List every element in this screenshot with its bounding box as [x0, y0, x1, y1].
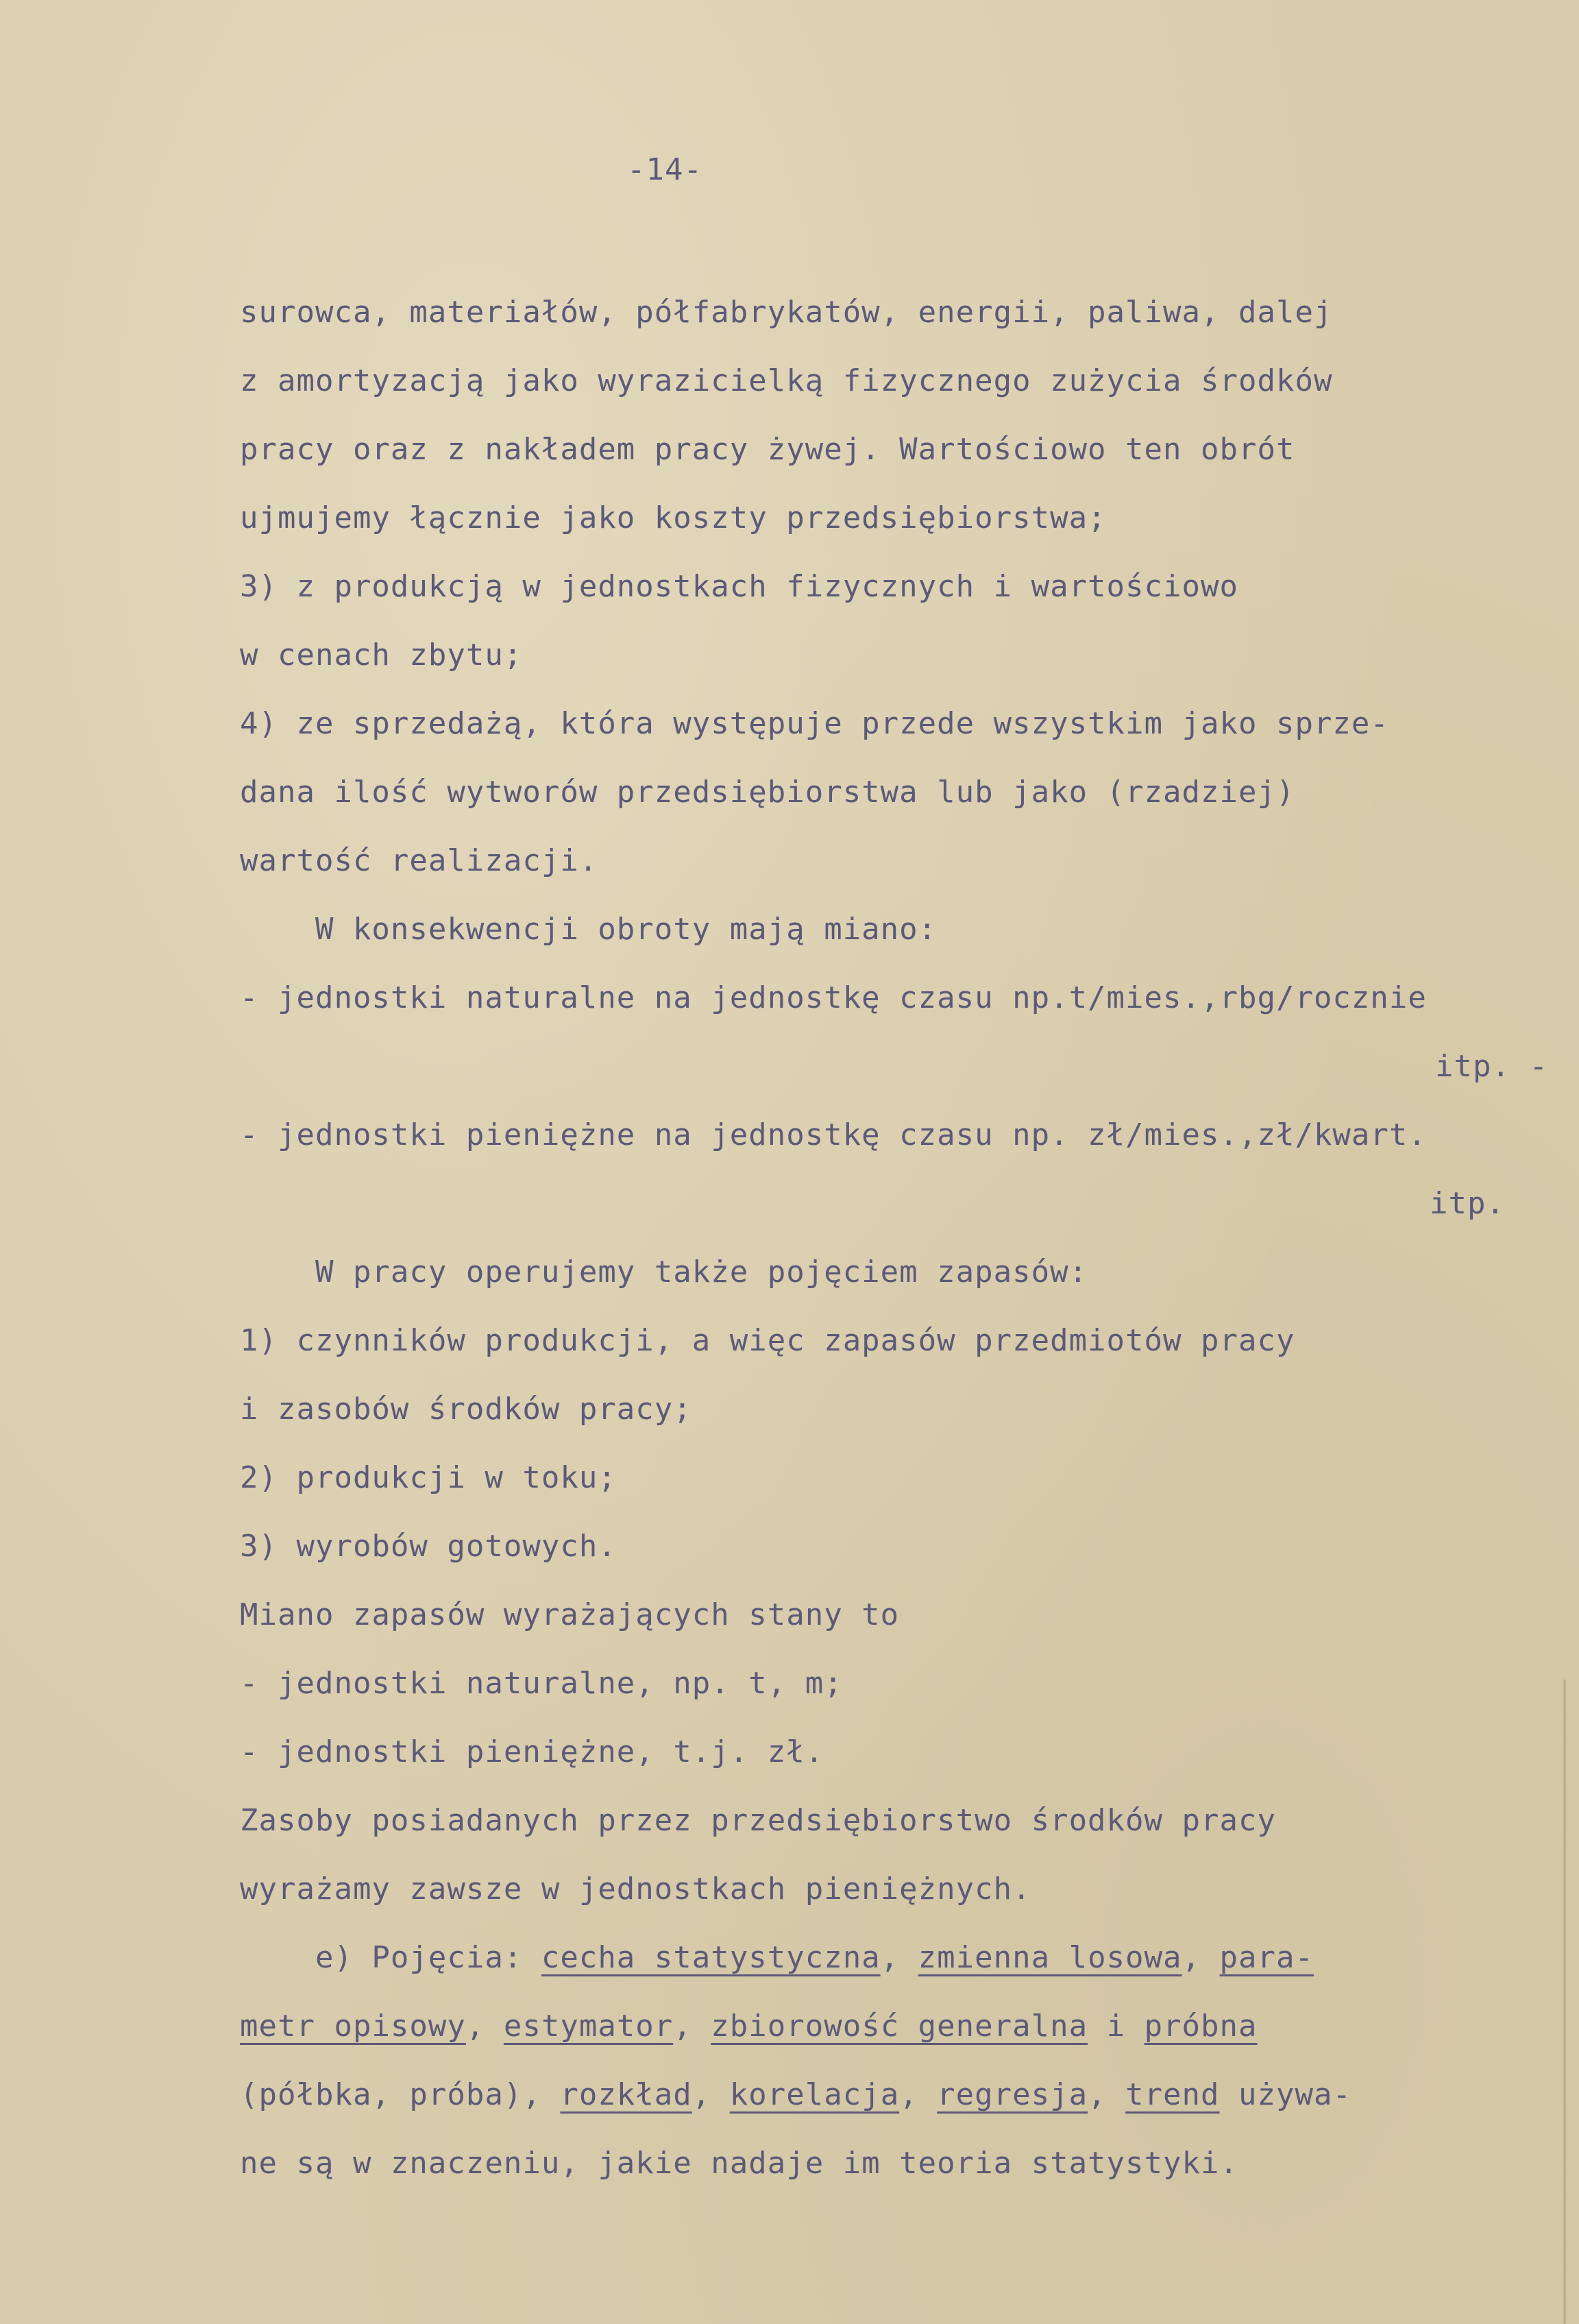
term-korelacja: korelacja: [729, 2077, 900, 2112]
definitions-intro: e) Pojęcia:: [240, 1940, 541, 1975]
separator: ,: [880, 1940, 918, 1975]
text-line: Miano zapasów wyrażających stany to: [240, 1597, 900, 1632]
text-line: pracy oraz z nakładem pracy żywej. Wartościowo ten obrót: [240, 432, 1295, 467]
text-line: - jednostki naturalne, np. t, m;: [240, 1666, 843, 1701]
text-line: W konsekwencji obroty mają miano:: [240, 912, 938, 947]
text-line: - jednostki pieniężne na jednostkę czasu np. zł/mies.,zł/kwart.: [240, 1117, 1427, 1152]
definitions-line-3: [240, 2077, 1351, 2112]
text-line: wartość realizacji.: [240, 843, 598, 878]
text-line: 3) wyrobów gotowych.: [240, 1529, 617, 1564]
text-line-continuation: itp. -: [1435, 1049, 1548, 1084]
definitions-line-4: ne są w znaczeniu, jakie nadaje im teoria statystyki.: [240, 2146, 1238, 2181]
text-line: - jednostki pieniężne, t.j. zł.: [240, 1734, 824, 1769]
separator: ,: [673, 2009, 711, 2044]
term-rozklad: rozkład: [560, 2077, 692, 2112]
text-line: Zasoby posiadanych przez przedsiębiorstwo środków pracy: [240, 1803, 1276, 1838]
term-zmienna: zmienna losowa: [918, 1940, 1182, 1975]
text-line: surowca, materiałów, półfabrykatów, energii, paliwa, dalej: [240, 295, 1333, 330]
separator: ,: [691, 2077, 730, 2112]
page-number: -14-: [627, 152, 702, 187]
separator: ,: [899, 2077, 938, 2112]
term-cecha: cecha statystyczna: [541, 1940, 881, 1975]
text-line: i zasobów środków pracy;: [240, 1392, 692, 1427]
text-line: z amortyzacją jako wyrazicielką fizycznego zużycia środków: [240, 363, 1333, 398]
text-line: W pracy operujemy także pojęciem zapasów:: [240, 1255, 1088, 1290]
text-line: wyrażamy zawsze w jednostkach pieniężnych.: [240, 1872, 1031, 1907]
separator: ,: [465, 2009, 504, 2044]
text-line: 2) produkcji w toku;: [240, 1460, 617, 1495]
term-probna: próbna: [1144, 2009, 1258, 2044]
text-fragment: używa-: [1219, 2077, 1351, 2112]
text-line: ujmujemy łącznie jako koszty przedsiębiorstwa;: [240, 500, 1107, 535]
text-line: - jednostki naturalne na jednostkę czasu np.t/mies.,rbg/rocznie: [240, 980, 1427, 1015]
conjunction: i: [1088, 2009, 1145, 2044]
term-parametr-b: metr opisowy: [240, 2009, 466, 2044]
parenthetical: (półbka, próba),: [240, 2077, 561, 2112]
text-line: dana ilość wytworów przedsiębiorstwa lub jako (rzadziej): [240, 775, 1295, 810]
term-zbiorowosc: zbiorowość generalna: [711, 2009, 1088, 2044]
term-parametr-a: para-: [1219, 1940, 1314, 1975]
separator: ,: [1088, 2077, 1126, 2112]
term-trend: trend: [1125, 2077, 1220, 2112]
text-line-continuation: itp.: [1430, 1186, 1505, 1221]
text-line: 1) czynników produkcji, a więc zapasów przedmiotów pracy: [240, 1323, 1295, 1358]
definitions-line-2: [240, 2009, 1258, 2044]
text-line: 3) z produkcją w jednostkach fizycznych i wartościowo: [240, 569, 1238, 604]
text-line: 4) ze sprzedażą, która występuje przede wszystkim jako sprze-: [240, 706, 1389, 741]
text-line: w cenach zbytu;: [240, 638, 523, 673]
term-estymator: estymator: [503, 2009, 674, 2044]
term-regresja: regresja: [937, 2077, 1088, 2112]
paper-fold: [1563, 1680, 1567, 2324]
definitions-line-1: [240, 1940, 1314, 1975]
separator: ,: [1182, 1940, 1220, 1975]
